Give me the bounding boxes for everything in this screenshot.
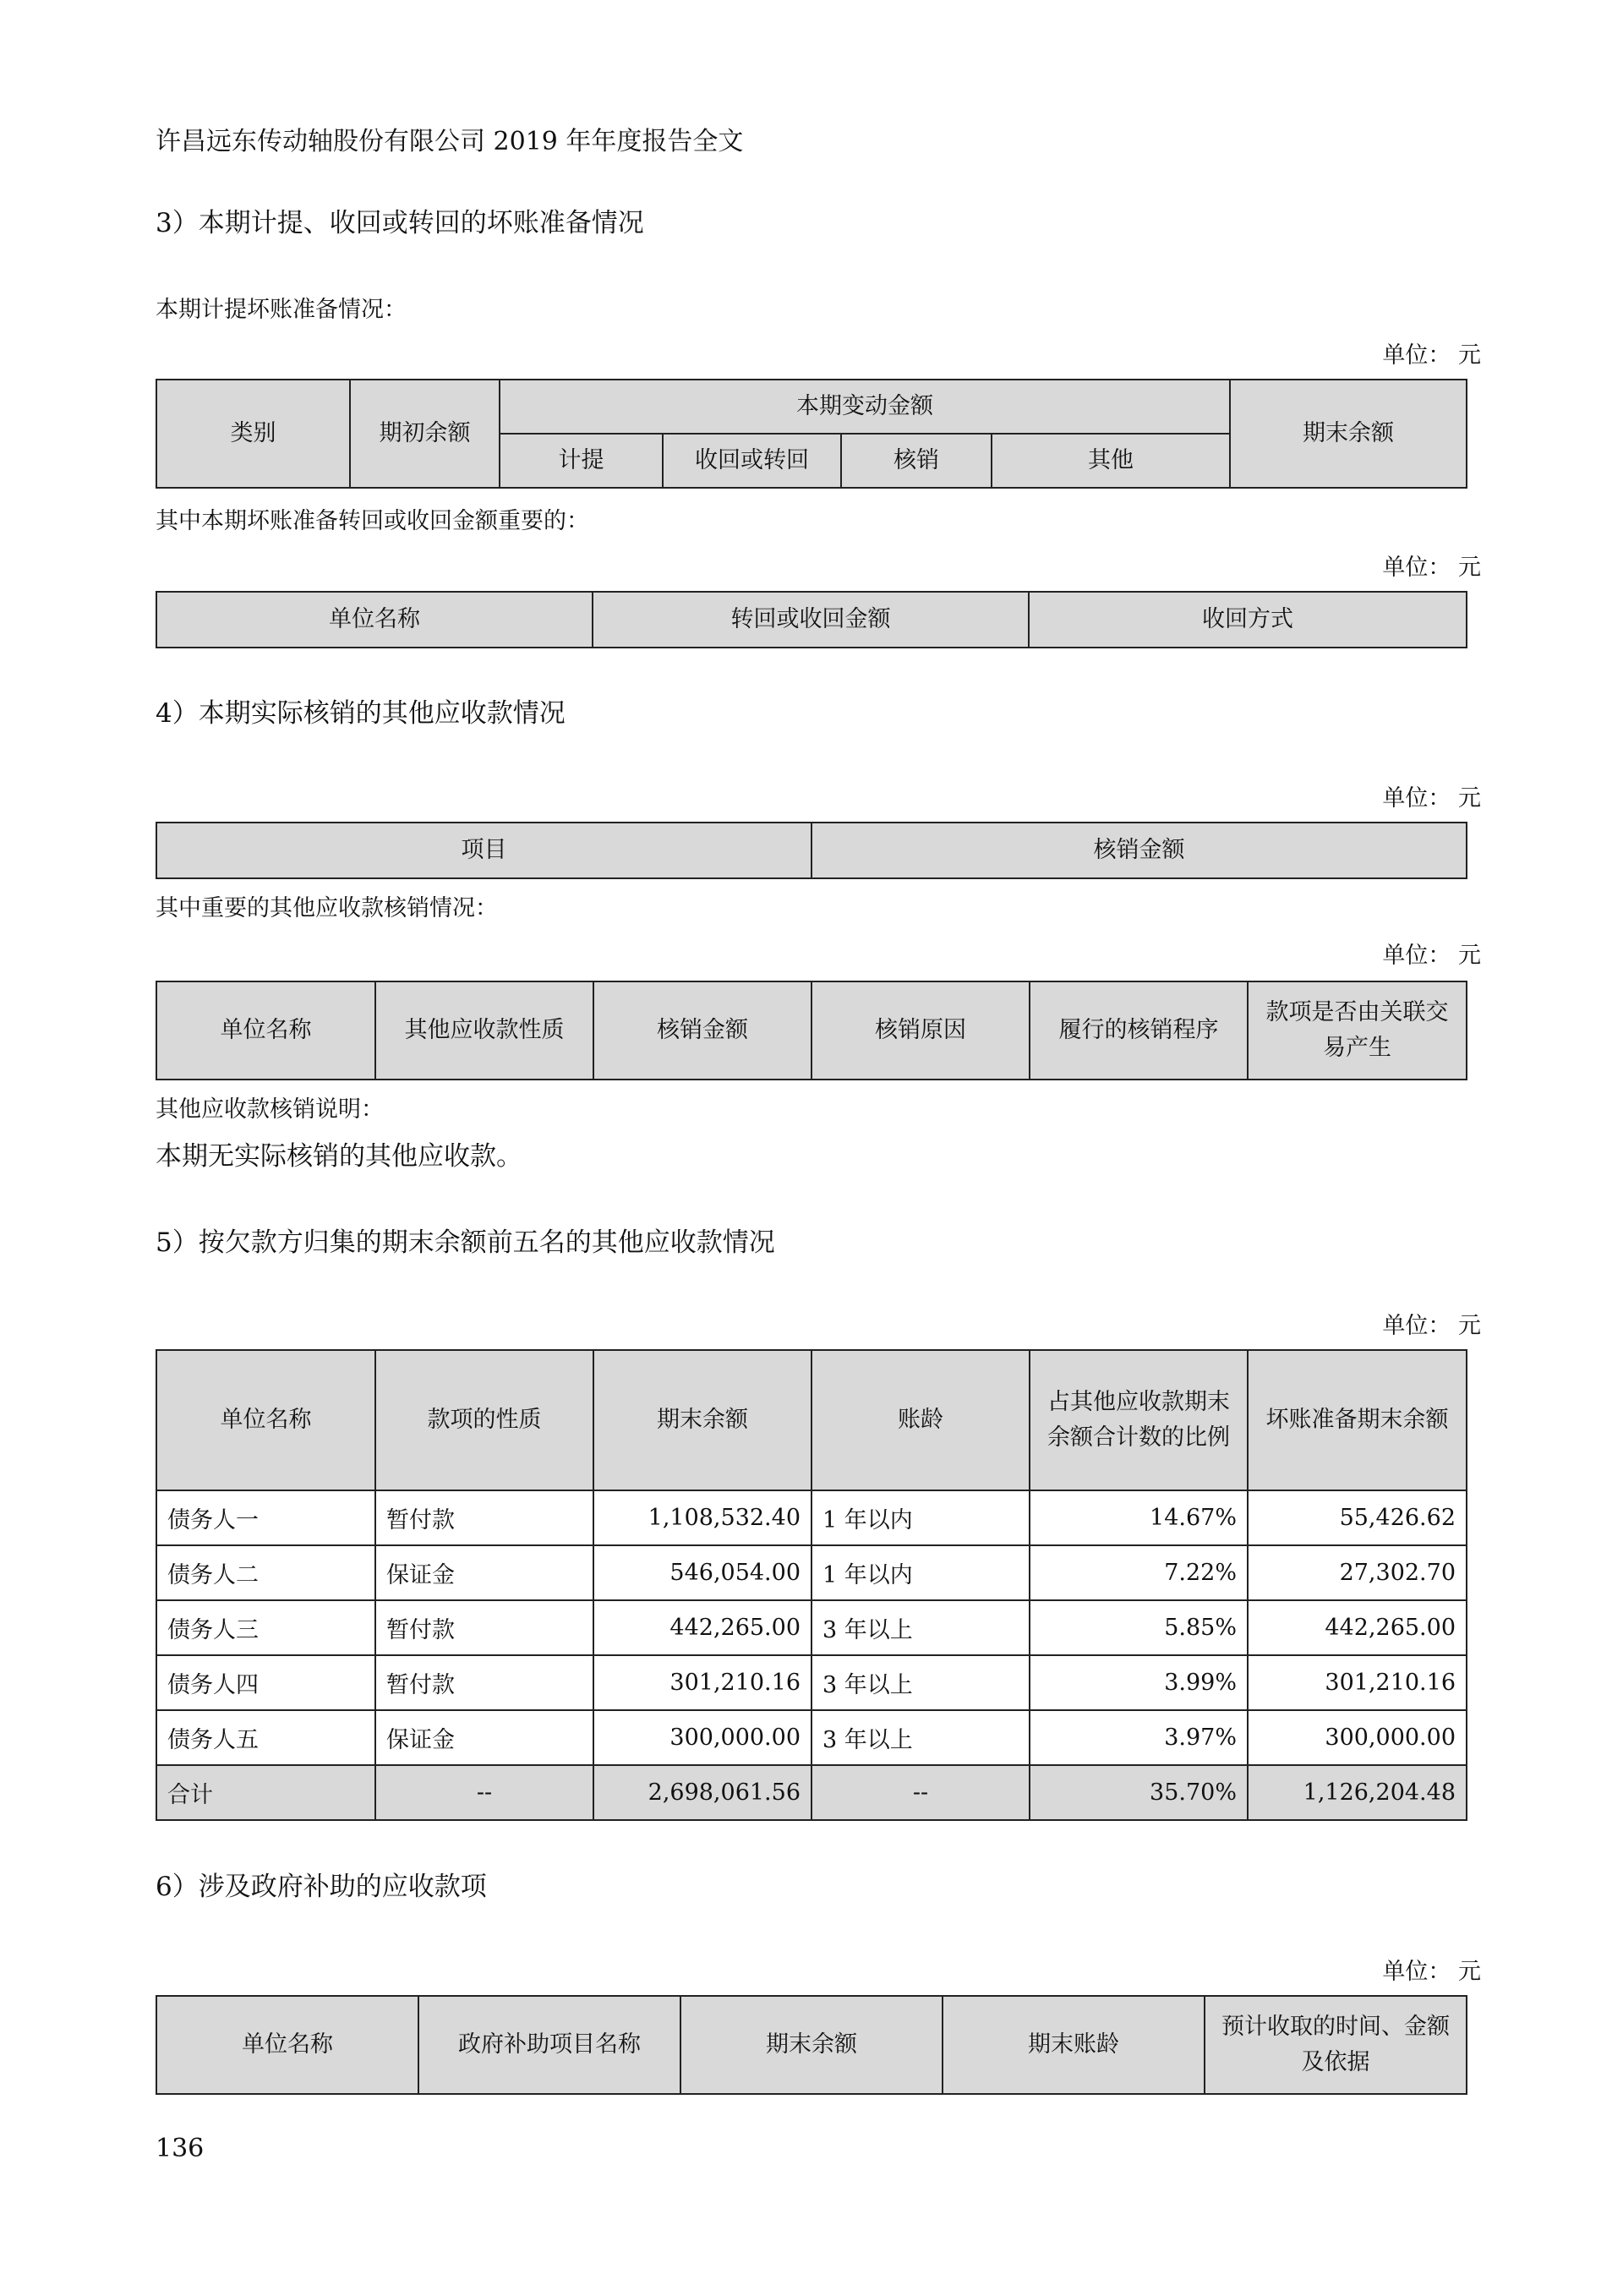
cell-provision: 301,210.16 — [1248, 1655, 1467, 1710]
table-row — [156, 1545, 1467, 1600]
cell-aging: -- — [812, 1765, 1030, 1820]
th-writeoff-amount: 核销金额 — [593, 981, 812, 1080]
th-writeoff-procedure: 履行的核销程序 — [1030, 981, 1248, 1080]
section-4-explain-label: 其他应收款核销说明： — [156, 1096, 384, 1123]
th-ratio: 占其他应收款期末余额合计数的比例 — [1030, 1350, 1248, 1490]
cell-nature: 暂付款 — [375, 1490, 593, 1545]
cell-closing: 301,210.16 — [593, 1655, 812, 1710]
cell-ratio: 3.97% — [1030, 1710, 1248, 1765]
cell-name: 债务人五 — [156, 1710, 375, 1765]
table-row — [156, 1710, 1467, 1765]
important-writeoff-table — [156, 981, 1467, 1080]
unit-label: 单位： 元 — [1382, 943, 1481, 969]
cell-nature: -- — [375, 1765, 593, 1820]
cell-aging: 3 年以上 — [812, 1600, 1030, 1655]
section-4-explain-text: 本期无实际核销的其他应收款。 — [156, 1141, 522, 1172]
th-unit-name: 单位名称 — [156, 1996, 418, 2094]
section-3-heading: 3）本期计提、收回或转回的坏账准备情况 — [156, 208, 644, 238]
cell-ratio: 5.85% — [1030, 1600, 1248, 1655]
section-4-heading: 4）本期实际核销的其他应收款情况 — [156, 698, 566, 729]
th-recovery-method: 收回方式 — [1029, 592, 1467, 648]
th-item: 项目 — [156, 823, 812, 878]
th-change-group: 本期变动金额 — [500, 380, 1230, 434]
th-closing-balance: 期末余额 — [1230, 380, 1467, 488]
section-3-intro: 本期计提坏账准备情况： — [156, 297, 407, 323]
top-five-table — [156, 1349, 1467, 1821]
cell-name: 合计 — [156, 1765, 375, 1820]
th-provision: 计提 — [500, 434, 663, 488]
government-subsidy-table — [156, 1995, 1467, 2095]
cell-aging: 3 年以上 — [812, 1655, 1030, 1710]
cell-name: 债务人四 — [156, 1655, 375, 1710]
cell-closing: 546,054.00 — [593, 1545, 812, 1600]
th-other: 其他 — [992, 434, 1230, 488]
th-provision-balance: 坏账准备期末余额 — [1248, 1350, 1467, 1490]
unit-label: 单位： 元 — [1382, 342, 1481, 369]
th-writeoff: 核销 — [841, 434, 992, 488]
cell-provision: 55,426.62 — [1248, 1490, 1467, 1545]
cell-closing: 1,108,532.40 — [593, 1490, 812, 1545]
th-nature: 其他应收款性质 — [375, 981, 593, 1080]
th-closing-balance: 期末余额 — [680, 1996, 943, 2094]
section-5-heading: 5）按欠款方归集的期末余额前五名的其他应收款情况 — [156, 1227, 775, 1258]
cell-ratio: 35.70% — [1030, 1765, 1248, 1820]
th-unit-name: 单位名称 — [156, 1350, 375, 1490]
cell-aging: 1 年以内 — [812, 1490, 1030, 1545]
th-unit-name: 单位名称 — [156, 981, 375, 1080]
cell-aging: 3 年以上 — [812, 1710, 1030, 1765]
th-expected-collection: 预计收取的时间、金额及依据 — [1205, 1996, 1467, 2094]
cell-nature: 暂付款 — [375, 1600, 593, 1655]
th-subsidy-project: 政府补助项目名称 — [418, 1996, 680, 2094]
cell-nature: 保证金 — [375, 1710, 593, 1765]
cell-closing: 442,265.00 — [593, 1600, 812, 1655]
cell-name: 债务人三 — [156, 1600, 375, 1655]
th-aging: 账龄 — [812, 1350, 1030, 1490]
th-writeoff-amount: 核销金额 — [812, 823, 1467, 878]
section-3-note: 其中本期坏账准备转回或收回金额重要的： — [156, 508, 589, 534]
total-row — [156, 1765, 1467, 1820]
cell-name: 债务人二 — [156, 1545, 375, 1600]
unit-label: 单位： 元 — [1382, 785, 1481, 812]
cell-provision: 27,302.70 — [1248, 1545, 1467, 1600]
table-row — [156, 1655, 1467, 1710]
cell-nature: 暂付款 — [375, 1655, 593, 1710]
cell-provision: 442,265.00 — [1248, 1600, 1467, 1655]
cell-nature: 保证金 — [375, 1545, 593, 1600]
table-row — [156, 1490, 1467, 1545]
cell-ratio: 3.99% — [1030, 1655, 1248, 1710]
cell-provision: 1,126,204.48 — [1248, 1765, 1467, 1820]
section-4-note: 其中重要的其他应收款核销情况： — [156, 895, 498, 921]
th-closing-aging: 期末账龄 — [943, 1996, 1205, 2094]
cell-provision: 300,000.00 — [1248, 1710, 1467, 1765]
unit-label: 单位： 元 — [1382, 1313, 1481, 1339]
cell-closing: 2,698,061.56 — [593, 1765, 812, 1820]
unit-label: 单位： 元 — [1382, 555, 1481, 581]
th-unit-name: 单位名称 — [156, 592, 593, 648]
cell-aging: 1 年以内 — [812, 1545, 1030, 1600]
cell-name: 债务人一 — [156, 1490, 375, 1545]
table-row — [156, 1600, 1467, 1655]
cell-ratio: 14.67% — [1030, 1490, 1248, 1545]
report-header: 许昌远东传动轴股份有限公司 2019 年年度报告全文 — [156, 127, 744, 156]
th-closing-balance: 期末余额 — [593, 1350, 812, 1490]
th-opening-balance: 期初余额 — [350, 380, 500, 488]
writeoff-table — [156, 822, 1467, 879]
th-nature: 款项的性质 — [375, 1350, 593, 1490]
cell-closing: 300,000.00 — [593, 1710, 812, 1765]
bad-debt-provision-table — [156, 379, 1467, 489]
th-writeoff-reason: 核销原因 — [812, 981, 1030, 1080]
th-recovered: 收回或转回 — [663, 434, 841, 488]
th-related-party: 款项是否由关联交易产生 — [1248, 981, 1467, 1080]
section-6-heading: 6）涉及政府补助的应收款项 — [156, 1872, 487, 1902]
th-recovered-amount: 转回或收回金额 — [593, 592, 1029, 648]
th-category: 类别 — [156, 380, 350, 488]
cell-ratio: 7.22% — [1030, 1545, 1248, 1600]
recovery-table — [156, 591, 1467, 648]
page-number: 136 — [156, 2134, 205, 2163]
unit-label: 单位： 元 — [1382, 1959, 1481, 1985]
